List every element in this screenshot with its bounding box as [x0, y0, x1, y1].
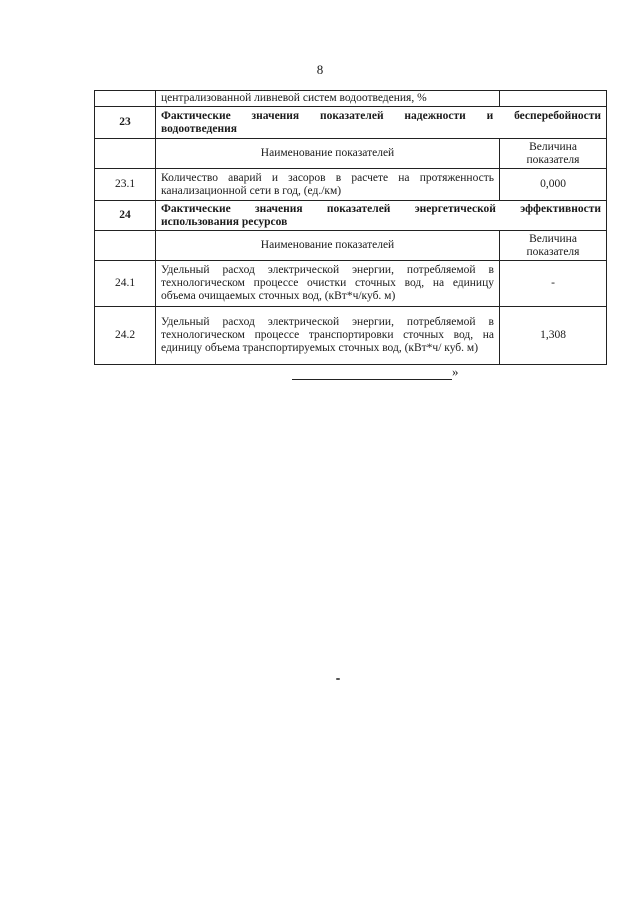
section-title-line-2: использования ресурсов: [161, 215, 288, 228]
indicator-name-cell: Удельный расход электрической энергии, потребляемой в технологическом процессе транспортировки сточных вод, на единицу объема транспортируемых сточных вод, (кВт*ч/ куб. м): [156, 307, 500, 365]
section-23-row: [95, 107, 607, 139]
indicator-name-cell: Количество аварий и засоров в расчете на протяженность канализационной сети в год, (ед./км): [156, 169, 500, 201]
column-header-name: Наименование показателей: [156, 231, 500, 261]
closing-underline: [292, 367, 452, 380]
section-title-line-1: Фактические значения показателей энергетической эффективности: [161, 202, 601, 215]
closing-line: [292, 364, 492, 380]
section-title-line-2: водоотведения: [161, 122, 237, 135]
table-row: [95, 91, 607, 107]
column-header-value: Величина показателя: [500, 231, 607, 261]
section-title-line-1: Фактические значения показателей надежности и бесперебойности: [161, 109, 601, 122]
indicator-value-cell: -: [500, 261, 607, 307]
closing-quote: »: [452, 364, 459, 379]
row-number-cell: [95, 139, 156, 169]
section-number: 23: [95, 107, 156, 139]
row-number-cell: 23.1: [95, 169, 156, 201]
table-row: [95, 261, 607, 307]
row-number-cell: 24.1: [95, 261, 156, 307]
column-header-name: Наименование показателей: [156, 139, 500, 169]
section-title: [156, 201, 607, 231]
section-number: 24: [95, 201, 156, 231]
section-24-row: [95, 201, 607, 231]
indicator-name-cell: Удельный расход электрической энергии, потребляемой в технологическом процессе очистки сточных вод, на единицу объема очищаемых сточных вод, (кВт*ч/куб. м): [156, 261, 500, 307]
indicator-value-cell: 1,308: [500, 307, 607, 365]
column-header-row: [95, 139, 607, 169]
indicator-value-cell: [500, 91, 607, 107]
scan-speck: [336, 678, 340, 680]
table-row: [95, 307, 607, 365]
row-number-cell: [95, 231, 156, 261]
indicators-table: [94, 90, 607, 365]
column-header-row: [95, 231, 607, 261]
indicator-name-cell: централизованной ливневой систем водоотведения, %: [156, 91, 500, 107]
section-title: [156, 107, 607, 139]
indicator-value-cell: 0,000: [500, 169, 607, 201]
row-number-cell: [95, 91, 156, 107]
row-number-cell: 24.2: [95, 307, 156, 365]
column-header-value: Величина показателя: [500, 139, 607, 169]
page-number: 8: [316, 62, 324, 77]
table-row: [95, 169, 607, 201]
